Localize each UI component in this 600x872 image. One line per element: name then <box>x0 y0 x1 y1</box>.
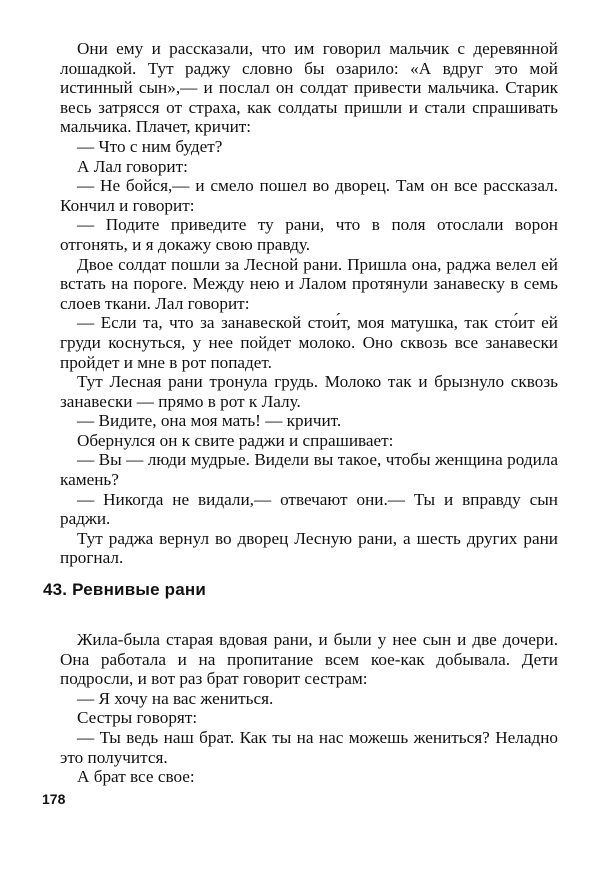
story-ending-text <box>60 39 558 568</box>
paragraph: Сестры говорят: <box>77 708 198 728</box>
paragraph: Жила-была старая вдовая рани, и были у нее сын и две дочери. Она работала и на пропитание всем кое-как добывала. Дети подросли, и вот раз брат говорит сестрам: <box>60 630 558 689</box>
paragraph: — Подите приведите ту рани, что в поля отослали ворон отгонять, и я докажу свою правду. <box>60 215 558 254</box>
paragraph: — Вы — люди мудрые. Видели вы такое, чтобы женщина родила камень? <box>60 450 558 490</box>
paragraph: — Ты ведь наш брат. Как ты на нас можешь жениться? Неладно это получится. <box>60 727 558 767</box>
paragraph: — Что с ним будет? <box>77 136 223 156</box>
story-beginning-text <box>60 630 558 787</box>
paragraph: — Видите, она моя мать! — кричит. <box>77 411 342 431</box>
paragraph: А брат все свое: <box>77 767 195 787</box>
paragraph: Тут Лесная рани тронула грудь. Молоко так и брызнуло сквозь занавески — прямо в рот к Лалу. <box>60 372 558 411</box>
paragraph: — Я хочу на вас жениться. <box>77 688 274 708</box>
paragraph: Обернулся он к свите раджи и спрашивает: <box>77 430 394 450</box>
section-heading: 43. Ревнивые рани <box>43 580 206 599</box>
paragraph: Двое солдат пошли за Лесной рани. Пришла она, раджа велел ей встать на пороге. Между нею и Лалом протянули занавеску в семь слоев ткани. Лал говорит: <box>60 254 558 313</box>
page-number: 178 <box>42 791 66 807</box>
paragraph: — Не бойся,— и смело пошел во дворец. Там он все рассказал. Кончил и говорит: <box>60 176 558 215</box>
paragraph: — Никогда не видали,— отвечают они.— Ты и вправду сын раджи. <box>60 489 558 529</box>
paragraph: Тут раджа вернул во дворец Лесную рани, а шесть других рани прогнал. <box>60 528 558 568</box>
paragraph: А Лал говорит: <box>77 156 188 176</box>
paragraph: Они ему и рассказали, что им говорил мальчик с деревянной лошадкой. Тут раджу словно бы озарило: «А вдруг это мой истинный сын»,— и послал он солдат привести мальчика. Старик весь затрясся от страха, как солдаты пришли и стали спрашивать мальчика. Плачет, кричит: <box>60 39 558 137</box>
paragraph: — Если та, что за занавеской стои́т, моя матушка, так сто́ит ей груди коснуться, у нее пойдет молоко. Оно сквозь все занавески пройдет и мне в рот попадет. <box>60 313 558 372</box>
